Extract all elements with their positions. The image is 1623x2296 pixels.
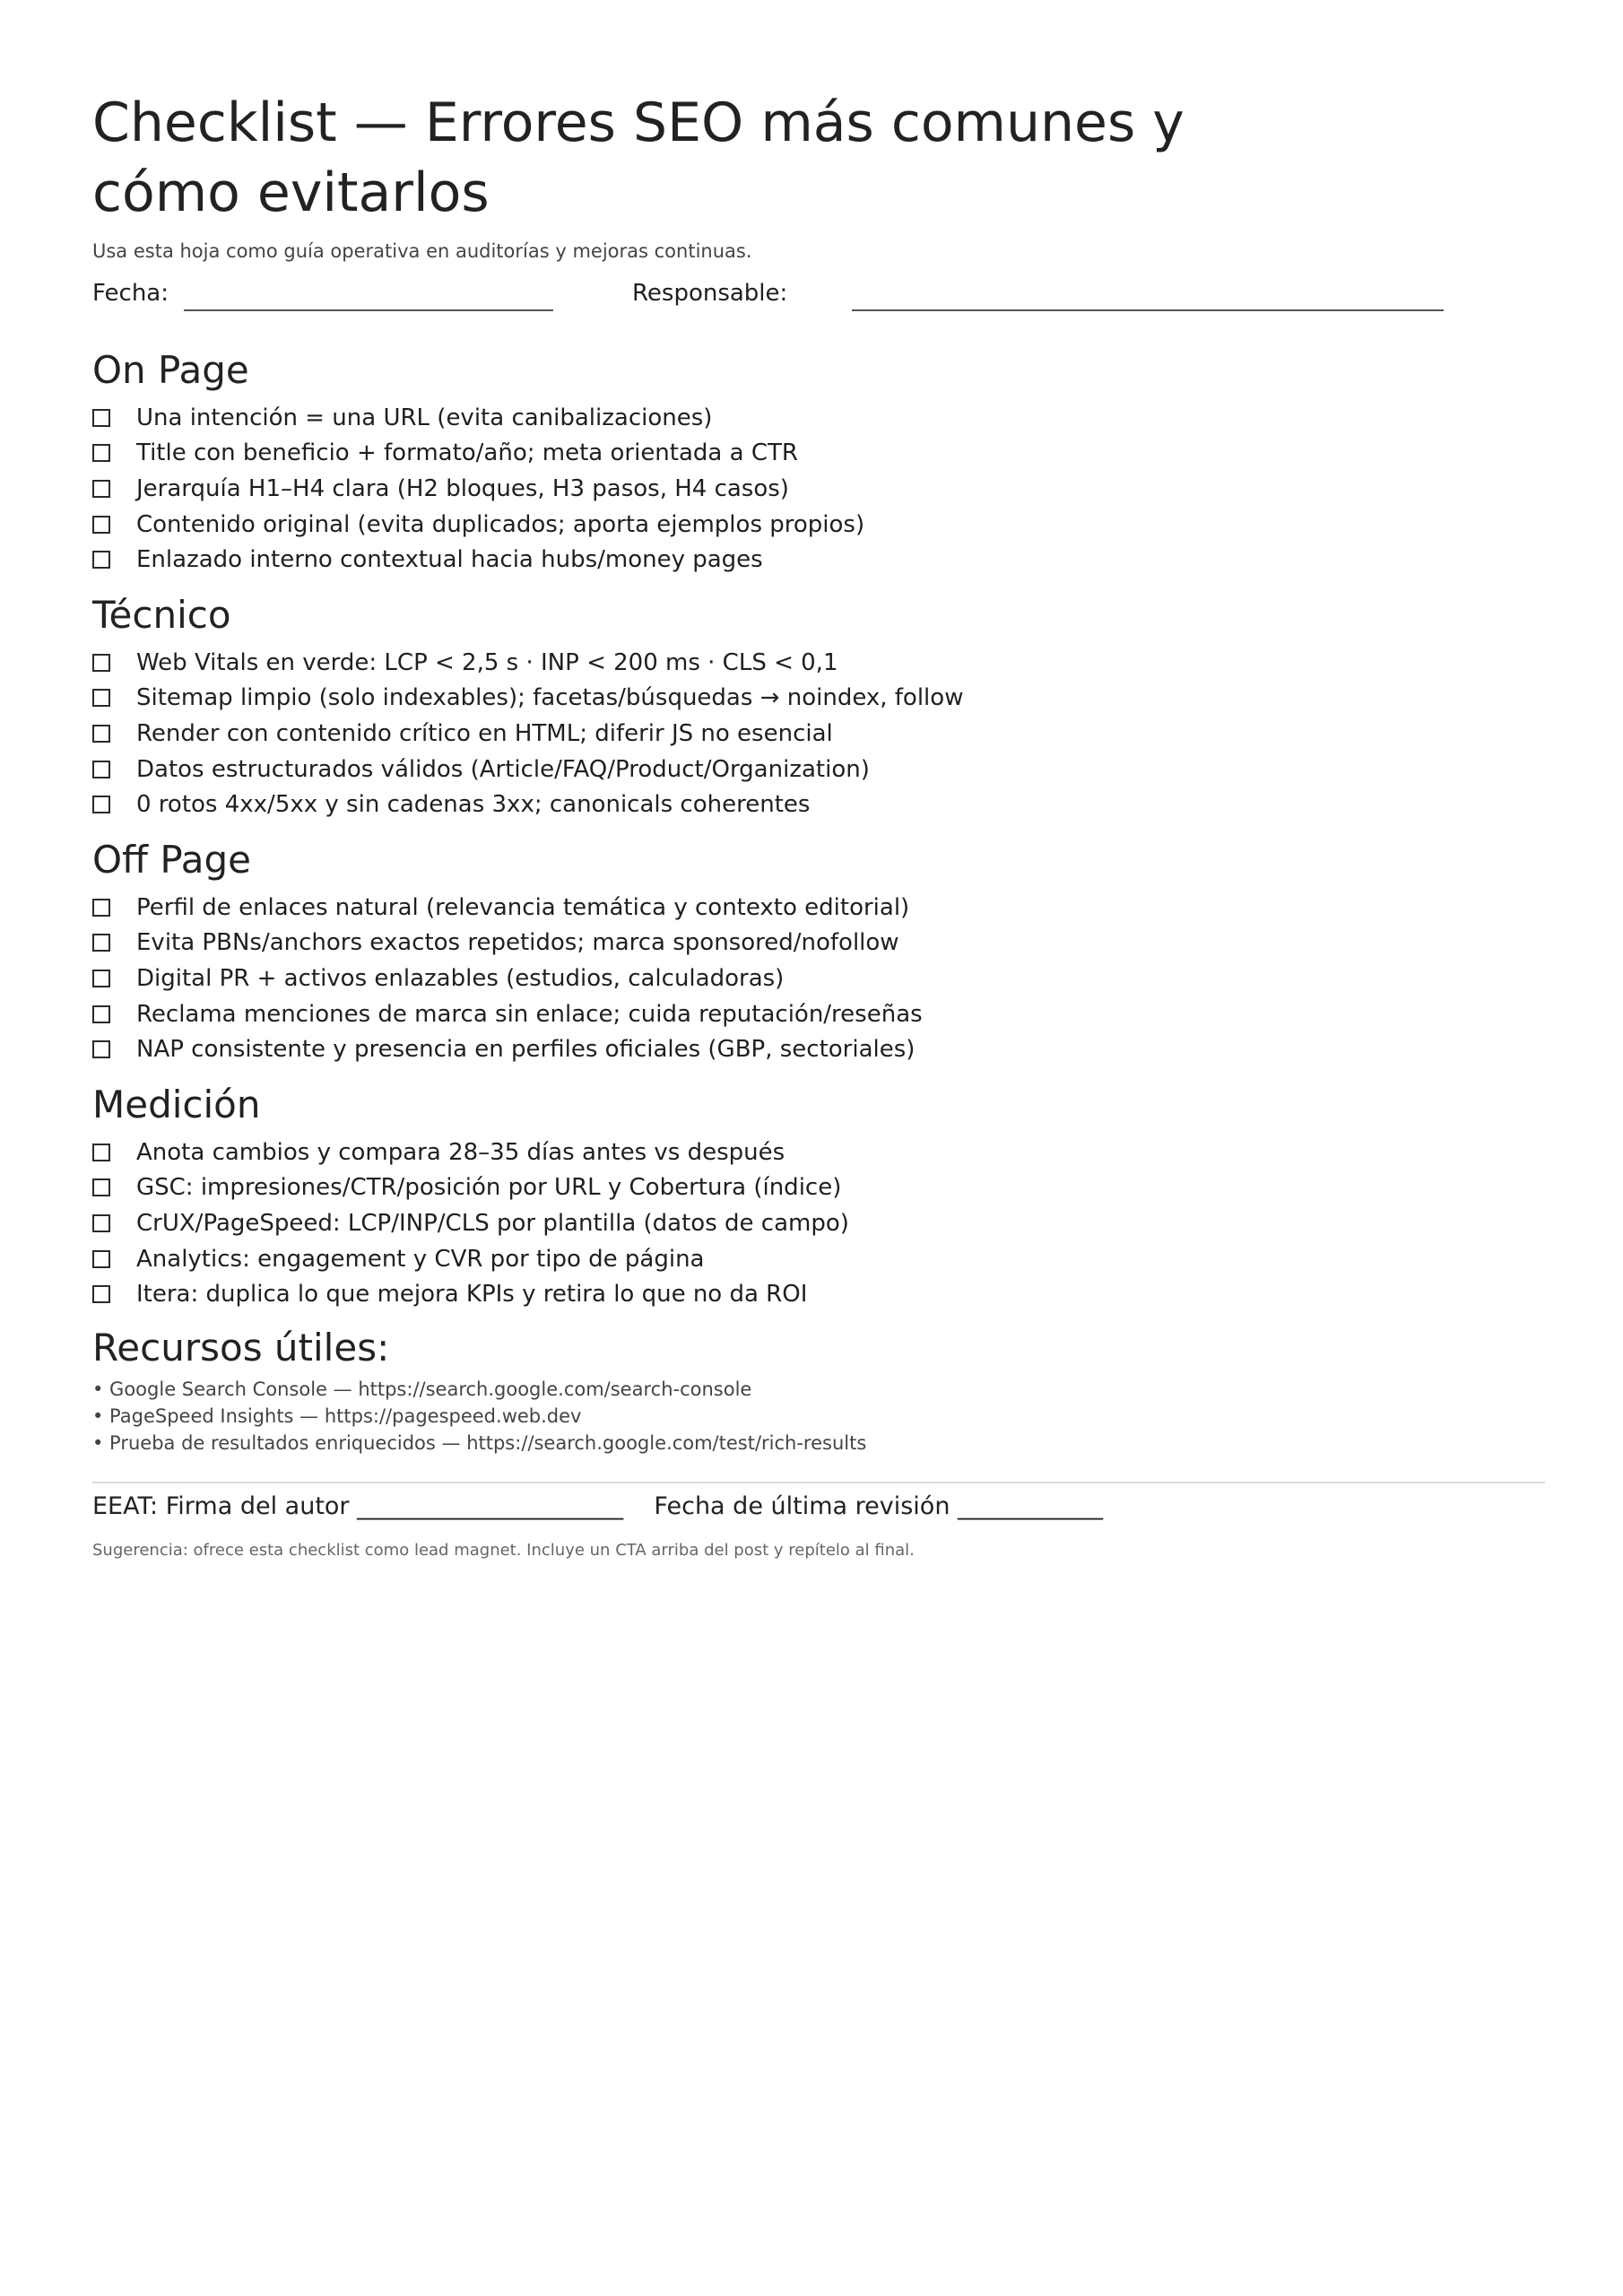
item-label: Perfil de enlaces natural (relevancia temática y contexto editorial) [136,893,910,921]
item-label: Digital PR + activos enlazables (estudios, calculadoras) [136,964,785,992]
checkbox[interactable] [92,796,110,813]
checklist-item [92,926,1545,961]
checklist-item [92,400,1545,436]
item-label: Enlazado interno contextual hacia hubs/money pages [136,546,763,574]
checklist-item [92,1241,1545,1277]
checkbox[interactable] [92,689,110,707]
checkbox[interactable] [92,970,110,987]
checkbox[interactable] [92,516,110,534]
checklist-item [92,1135,1545,1170]
item-label: Render con contenido crítico en HTML; diferir JS no esencial [136,719,833,747]
checkbox[interactable] [92,1178,110,1196]
item-label: GSC: impresiones/CTR/posición por URL y Cobertura (índice) [136,1174,842,1202]
resource-link[interactable]: • Google Search Console — https://search.google.com/search-console [92,1378,752,1400]
checkbox[interactable] [92,1005,110,1023]
checkbox[interactable] [92,1214,110,1232]
checkbox[interactable] [92,899,110,917]
checklist-item [92,752,1545,787]
resource-link[interactable]: • PageSpeed Insights — https://pagespeed.web.dev [92,1405,582,1427]
section-tecnico [92,593,1545,822]
resources-title: Recursos útiles: [92,1326,390,1370]
checklist-item [92,996,1545,1032]
checklist-item [92,1031,1545,1067]
section-title: Medición [92,1083,261,1126]
item-label: Web Vitals en verde: LCP < 2,5 s · INP < 200 ms · CLS < 0,1 [136,648,838,676]
item-label: 0 rotos 4xx/5xx y sin cadenas 3xx; canonicals coherentes [136,791,811,819]
checkbox[interactable] [92,480,110,498]
checkbox[interactable] [92,761,110,778]
checklist-item [92,716,1545,752]
section-on-page [92,348,1545,578]
checkbox[interactable] [92,551,110,569]
page-subtitle: Usa esta hoja como guía operativa en auditorías y mejoras continuas. [92,240,752,262]
checkbox[interactable] [92,444,110,462]
resource-link[interactable]: • Prueba de resultados enriquecidos — https://search.google.com/test/rich-results [92,1432,867,1454]
divider [92,1482,1545,1483]
section-medicion [92,1083,1545,1312]
checklist-item [92,645,1545,681]
date-field-line[interactable] [184,309,553,311]
checklist-item [92,1170,1545,1206]
checkbox[interactable] [92,725,110,743]
checkbox[interactable] [92,654,110,672]
checkbox[interactable] [92,934,110,952]
checkbox[interactable] [92,409,110,427]
checkbox[interactable] [92,1285,110,1303]
owner-label: Responsable: [632,280,788,307]
meta-row [92,280,1545,316]
resources-section [92,1326,866,1457]
checklist-item [92,1276,1545,1312]
checklist-item [92,890,1545,926]
item-label: Reclama menciones de marca sin enlace; cuida reputación/reseñas [136,1000,923,1028]
item-label: Jerarquía H1–H4 clara (H2 bloques, H3 pasos, H4 casos) [136,474,789,502]
item-label: NAP consistente y presencia en perfiles oficiales (GBP, sectoriales) [136,1036,916,1064]
checklist-item [92,436,1545,472]
checkbox[interactable] [92,1144,110,1161]
owner-field-line[interactable] [852,309,1444,311]
checklist-item [92,681,1545,717]
checklist-item [92,507,1545,543]
item-label: Analytics: engagement y CVR por tipo de página [136,1245,705,1273]
section-off-page [92,838,1545,1067]
item-label: Itera: duplica lo que mejora KPIs y retira lo que no da ROI [136,1281,808,1309]
date-label: Fecha: [92,280,169,307]
item-label: Una intención = una URL (evita canibalizaciones) [136,404,713,431]
page-title: Checklist — Errores SEO más comunes y cómo evitarlos [92,91,1185,224]
signature-line: EEAT: Firma del autor ______________________ Fecha de última revisión ____________ [92,1492,1104,1520]
checklist-item [92,961,1545,996]
checklist-item [92,471,1545,507]
item-label: Title con beneficio + formato/año; meta orientada a CTR [136,439,798,467]
item-label: Sitemap limpio (solo indexables); facetas/búsquedas → noindex, follow [136,684,964,712]
footer-note: Sugerencia: ofrece esta checklist como lead magnet. Incluye un CTA arriba del post y repítelo al final. [92,1541,915,1560]
section-title: Técnico [92,593,231,637]
item-label: Contenido original (evita duplicados; aporta ejemplos propios) [136,510,865,538]
checkbox[interactable] [92,1250,110,1268]
item-label: Evita PBNs/anchors exactos repetidos; marca sponsored/nofollow [136,929,899,957]
checkbox[interactable] [92,1040,110,1058]
checklist-item [92,542,1545,578]
section-title: Off Page [92,838,252,882]
checklist-item [92,787,1545,822]
section-title: On Page [92,348,249,392]
item-label: Anota cambios y compara 28–35 días antes vs después [136,1138,785,1166]
checklist-item [92,1205,1545,1241]
item-label: Datos estructurados válidos (Article/FAQ/Product/Organization) [136,755,870,783]
item-label: CrUX/PageSpeed: LCP/INP/CLS por plantilla (datos de campo) [136,1209,849,1237]
